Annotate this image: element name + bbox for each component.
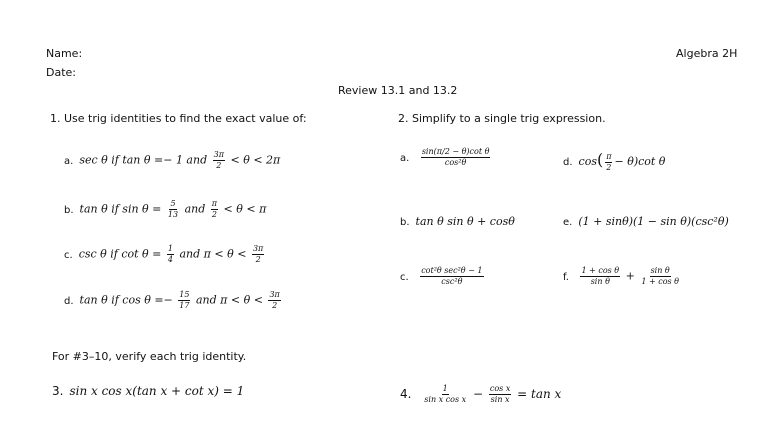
q2f-den-2: 1 + cos θ: [641, 277, 679, 286]
q4-fraction-1: [423, 384, 467, 405]
q2f-fraction-2: [640, 266, 680, 287]
q1-part-b: [64, 199, 266, 220]
q4-den-1: sin x cos x: [424, 395, 467, 404]
q1c-text: csc θ if cot θ =: [78, 247, 162, 261]
q1c-fraction-1: [167, 244, 174, 265]
q1d-num-1: 15: [179, 290, 190, 299]
q1b-den-1: 13: [167, 210, 179, 219]
name-label: Name:: [46, 47, 83, 60]
q2d-label: d.: [563, 157, 573, 168]
q1d-den-1: 17: [179, 301, 190, 310]
q1c-label: c.: [64, 249, 73, 261]
q3-label: 3.: [52, 384, 64, 398]
q4-fraction-2: [489, 384, 511, 405]
q1b-tail: < θ < π: [223, 202, 267, 216]
q1-part-a: [64, 150, 280, 171]
q2d-fraction: [605, 152, 612, 173]
course-label: Algebra 2H: [676, 47, 738, 60]
q1d-fraction-2: [268, 290, 280, 311]
q2-part-a: [400, 147, 492, 168]
q1b-fraction-2: [211, 199, 218, 220]
q2d-num: π: [606, 151, 612, 161]
q1-part-d: [64, 290, 283, 311]
q3-text: sin x cos x(tan x + cot x) = 1: [69, 384, 245, 398]
q1-part-c: [64, 244, 266, 265]
q2e-label: e.: [563, 217, 573, 228]
q4-identity: [400, 384, 561, 405]
q1b-mid: and: [184, 202, 206, 216]
q1a-den: 2: [216, 161, 222, 170]
q2a-den: cos²θ: [444, 158, 467, 167]
q2f-op: +: [625, 269, 635, 283]
q1d-label: d.: [64, 295, 74, 307]
q2d-pre: cos: [578, 155, 597, 168]
q1-prompt: 1. Use trig identities to find the exact value of:: [50, 112, 307, 125]
q1d-mid: and π < θ <: [195, 293, 263, 307]
q2c-fraction: [420, 266, 483, 287]
q1a-num: 3π: [213, 150, 224, 159]
q1b-num-1: 5: [170, 199, 176, 208]
q1b-fraction-1: [167, 199, 179, 220]
q1b-num-2: π: [211, 199, 218, 208]
q2f-num-1: 1 + cos θ: [581, 266, 620, 275]
q2c-num: cot²θ sec²θ − 1: [421, 266, 483, 275]
q1c-num-2: 3π: [252, 244, 264, 253]
q2f-label: f.: [563, 271, 569, 283]
q1a-fraction: [213, 150, 225, 171]
q1d-text: tan θ if cos θ =−: [79, 293, 173, 307]
q1c-fraction-2: [252, 244, 264, 265]
q2a-label: a.: [400, 152, 410, 164]
q1d-num-2: 3π: [269, 290, 280, 299]
date-label: Date:: [46, 66, 76, 79]
q4-label: 4.: [400, 387, 412, 401]
q2f-den-1: sin θ: [590, 277, 610, 286]
q2c-den: csc²θ: [441, 277, 463, 286]
q2e-text: (1 + sinθ)(1 − sin θ)(csc²θ): [578, 215, 729, 228]
q1c-den-1: 4: [167, 255, 173, 264]
q1d-den-2: 2: [272, 301, 278, 310]
q2-part-b: [400, 215, 515, 228]
q1b-den-2: 2: [211, 210, 217, 219]
q4-den-2: sin x: [490, 395, 510, 404]
q1c-num-1: 1: [167, 244, 173, 253]
q4-op: −: [472, 387, 484, 401]
q2-part-f: [563, 266, 682, 287]
q2-part-c: [400, 266, 486, 287]
q2d-post: − θ)cot θ: [614, 155, 666, 168]
q2d-den: 2: [606, 162, 612, 172]
q1a-tail: < θ < 2π: [230, 153, 281, 167]
q1c-mid: and π < θ <: [179, 247, 247, 261]
q2a-num: sin(π/2 − θ)cot θ: [421, 147, 490, 156]
q2a-fraction: [421, 147, 491, 168]
q1c-den-2: 2: [255, 255, 261, 264]
q2-prompt: 2. Simplify to a single trig expression.: [398, 112, 606, 125]
q2f-num-2: sin θ: [650, 266, 670, 275]
q1a-text: sec θ if tan θ =− 1 and: [79, 153, 208, 167]
q4-num-1: 1: [442, 384, 448, 393]
q2c-label: c.: [400, 271, 409, 283]
q1b-label: b.: [64, 204, 74, 216]
q4-num-2: cos x: [489, 384, 511, 393]
page-title: Review 13.1 and 13.2: [338, 84, 458, 97]
verify-prompt: For #3–10, verify each trig identity.: [52, 350, 247, 363]
q2b-label: b.: [400, 217, 410, 228]
q2-part-d: d. cos( $\frac{\pi}{2}$ − θ)cot θ: [563, 150, 666, 172]
q2f-fraction-1: [580, 266, 620, 287]
q2-part-e: [563, 215, 729, 228]
q1a-label: a.: [64, 155, 74, 167]
q1b-text: tan θ if sin θ =: [79, 202, 162, 216]
q1d-fraction-1: [178, 290, 190, 311]
q2b-text: tan θ sin θ + cosθ: [415, 215, 515, 228]
q3-identity: [52, 384, 244, 398]
q4-tail: = tan x: [517, 387, 562, 401]
